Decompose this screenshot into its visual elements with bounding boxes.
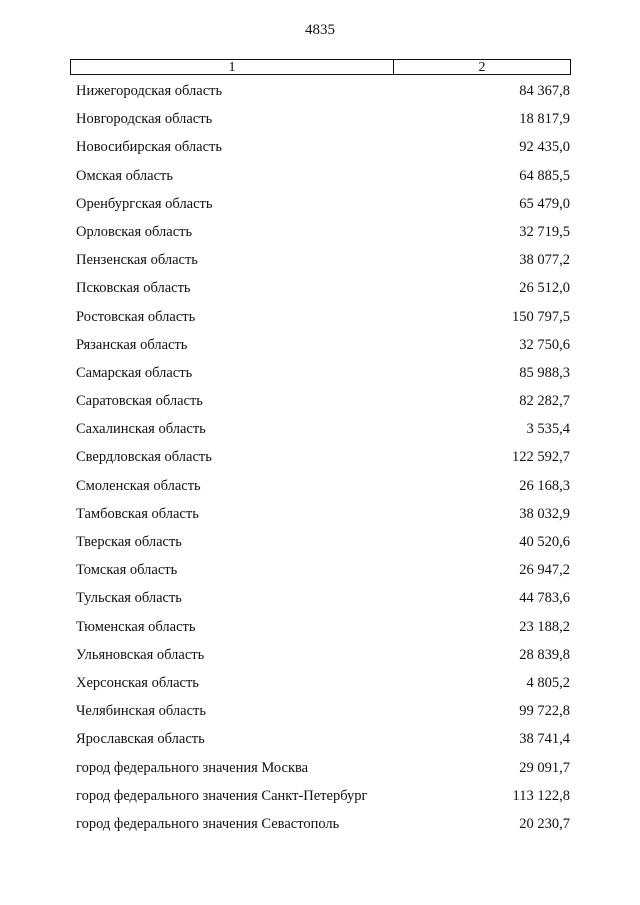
table-row xyxy=(0,390,640,418)
header-column-2: 2 xyxy=(478,60,486,75)
table-row xyxy=(0,108,640,136)
region-value: 82 282,7 xyxy=(519,393,570,410)
table-row xyxy=(0,728,640,756)
region-name: Омская область xyxy=(76,167,173,184)
region-name: Новгородская область xyxy=(76,111,213,128)
region-name: Ульяновская область xyxy=(76,646,205,663)
region-name: Челябинская область xyxy=(76,703,206,720)
region-value: 26 168,3 xyxy=(519,477,570,494)
region-name: Псковская область xyxy=(76,280,191,297)
table-row xyxy=(0,700,640,728)
table-row xyxy=(0,672,640,700)
region-value: 99 722,8 xyxy=(519,703,570,720)
table-row xyxy=(0,165,640,193)
region-name: Новосибирская область xyxy=(76,139,222,156)
region-name: Тверская область xyxy=(76,534,182,550)
region-value: 4 805,2 xyxy=(526,674,570,691)
region-value: 23 188,2 xyxy=(519,618,570,635)
table-row xyxy=(0,306,640,334)
page-number: 4835 xyxy=(305,22,335,38)
region-name: город федерального значения Санкт-Петербург xyxy=(76,787,368,804)
region-value: 3 535,4 xyxy=(526,421,570,438)
region-value: 32 750,6 xyxy=(519,336,570,353)
region-value: 26 512,0 xyxy=(519,280,570,297)
region-value: 92 435,0 xyxy=(519,139,570,156)
region-value: 32 719,5 xyxy=(519,223,570,240)
region-value: 29 091,7 xyxy=(519,759,570,776)
region-name: Сахалинская область xyxy=(76,421,206,438)
table-row xyxy=(0,757,640,785)
header-column-1: 1 xyxy=(71,60,394,74)
region-value: 113 122,8 xyxy=(512,787,570,804)
region-name: Тюменская область xyxy=(76,618,196,635)
table-row xyxy=(0,644,640,672)
table-row xyxy=(0,531,640,559)
table-row xyxy=(0,616,640,644)
table-header xyxy=(70,59,571,75)
region-name: город федерального значения Севастополь xyxy=(76,815,340,832)
region-name: Саратовская область xyxy=(76,393,203,410)
table-row xyxy=(0,559,640,587)
region-name: Тамбовская область xyxy=(76,505,199,522)
region-name: Оренбургская область xyxy=(76,195,213,212)
table-row xyxy=(0,193,640,221)
region-name: Ярославская область xyxy=(76,731,205,748)
region-value: 85 988,3 xyxy=(519,364,570,381)
table-row xyxy=(0,80,640,108)
table-row xyxy=(0,136,640,164)
region-name: Ростовская область xyxy=(76,308,196,325)
table-body xyxy=(0,80,640,841)
region-name: Смоленская область xyxy=(76,477,201,494)
table-row xyxy=(0,221,640,249)
region-name: Херсонская область xyxy=(76,674,199,691)
table-row xyxy=(0,475,640,503)
region-name: Томская область xyxy=(76,562,178,579)
table-row xyxy=(0,446,640,474)
region-name: Пензенская область xyxy=(76,252,198,269)
region-name: город федерального значения Москва xyxy=(76,759,309,776)
region-value: 84 367,8 xyxy=(519,83,570,99)
region-value: 65 479,0 xyxy=(519,195,570,212)
region-value: 122 592,7 xyxy=(512,449,570,466)
region-value: 20 230,7 xyxy=(519,815,570,832)
table-row xyxy=(0,503,640,531)
region-name: Рязанская область xyxy=(76,336,188,353)
table-row xyxy=(0,362,640,390)
region-value: 28 839,8 xyxy=(519,646,570,663)
table-row xyxy=(0,334,640,362)
table-row xyxy=(0,277,640,305)
region-value: 64 885,5 xyxy=(519,167,570,184)
region-value: 38 741,4 xyxy=(519,731,570,748)
table-row xyxy=(0,785,640,813)
region-value: 38 077,2 xyxy=(519,252,570,269)
region-name: Нижегородская область xyxy=(76,83,223,99)
region-name: Свердловская область xyxy=(76,449,212,466)
table-row xyxy=(0,813,640,841)
region-value: 26 947,2 xyxy=(519,562,570,579)
table-row xyxy=(0,418,640,446)
region-name: Самарская область xyxy=(76,364,193,381)
table-row xyxy=(0,249,640,277)
region-name: Орловская область xyxy=(76,223,193,240)
region-value: 40 520,6 xyxy=(519,534,570,550)
region-value: 44 783,6 xyxy=(519,590,570,607)
region-name: Тульская область xyxy=(76,590,182,607)
region-value: 150 797,5 xyxy=(512,308,570,325)
table-row xyxy=(0,587,640,615)
region-value: 18 817,9 xyxy=(519,111,570,128)
region-value: 38 032,9 xyxy=(519,505,570,522)
